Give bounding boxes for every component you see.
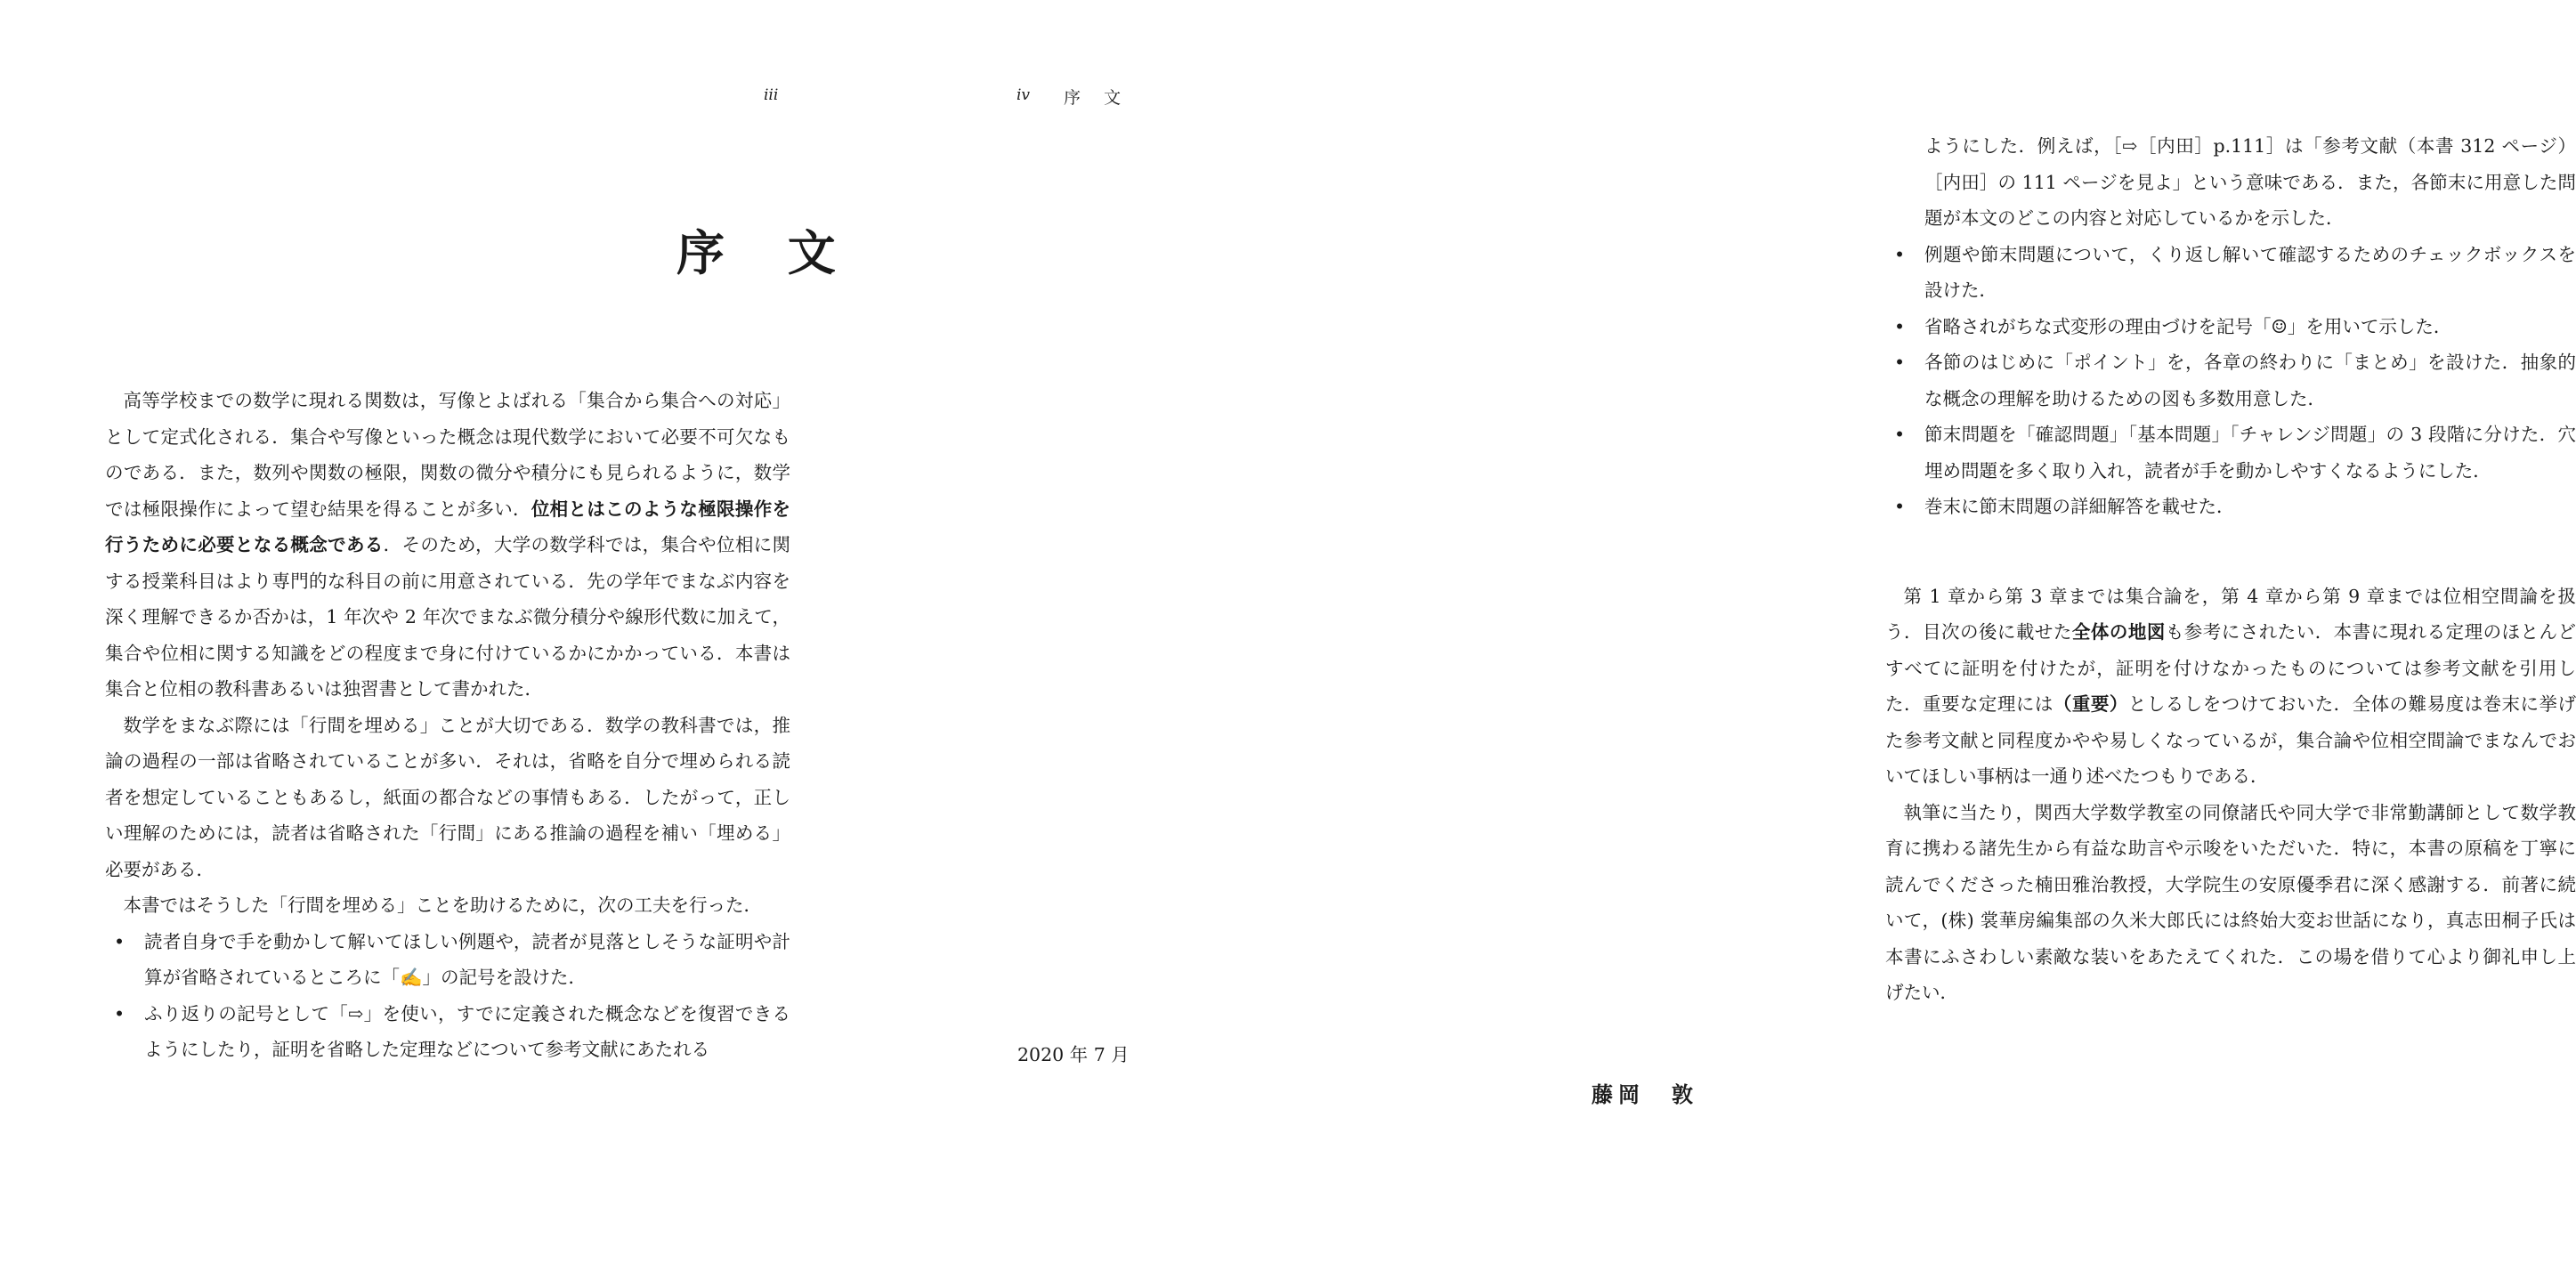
paragraph-gyokan: 数学をまなぶ際には「行間を埋める」ことが大切である．数学の教科書では，推論の過程の一部は省略されていることが多い．それは，省略を自分で埋められる読者を想定していることもあるし，紙面の都合などの事情もある．したがって，正しい理解のためには，読者は省略された「行間」にある推論の過程を補い「埋める」必要がある． <box>105 714 790 880</box>
structure-text-a: 第 1 章から第 3 章までは集合論を，第 4 章から第 9 章までは位相空間論を扱う．目次の後に載せた <box>1885 585 2576 643</box>
date-line: 2020 年 7 月 <box>1017 1044 1130 1065</box>
paragraph-kufu: 本書ではそうした「行間を埋める」ことを助けるために，次の工夫を行った． <box>123 895 762 916</box>
list-item: • 省略されがちな式変形の理由づけを記号「☺」を用いて示した． <box>1885 309 2576 345</box>
list-item: • 各節のはじめに「ポイント」を，各章の終わりに「まとめ」を設けた．抽象的な概念の理解を助けるための図も多数用意した． <box>1885 344 2576 417</box>
page-number: iii <box>764 86 779 104</box>
structure-text-b: も参考にされたい．本書に現れる定理のほとんどすべてに証明を付けたが，証明を付けなかったものについては参考文献を引用した．重要な定理には <box>1885 621 2576 715</box>
left-page <box>0 0 890 1263</box>
list-item: • 巻末に節末問題の詳細解答を載せた． <box>1885 489 2576 525</box>
feature-list-left <box>105 924 790 1068</box>
left-body <box>105 383 790 1068</box>
right-body <box>1885 128 2576 1011</box>
paragraph-acknowledgements: 執筆に当たり，関西大学数学教室の同僚諸氏や同大学で非常勤講師として数学教育に携わる諸先生から有益な助言や示唆をいただいた．特に，本書の原稿を丁寧に読んでくださった楠田雅治教授，大学院生の安原優季君に深く感謝する．前著に続いて，(株) 裳華房編集部の久米大郎氏には終始大変お世話になり，真志田桐子氏は本書にふさわしい素敵な装いをあたえてくれた．この場を借りて心より御礼申し上げたい． <box>1885 801 2576 1003</box>
running-head: 序 文 <box>1064 88 1130 108</box>
intro-text-b: ．そのため，大学の数学科では，集合や位相に関する授業科目はより専門的な科目の前に用意されている．先の学年でまなぶ内容を深く理解できるか否かは，1 年次や 2 年次でまなぶ微分積分や線形代数に加えて，集合や位相に関する知識をどの程度まで身に付けているかにかかっている．本書は集合と位相の教科書あるいは独習書として書かれた． <box>105 534 791 700</box>
intro-text-a: 高等学校までの数学に現れる関数は，写像とよばれる「集合から集合への対応」として定式化される．集合や写像といった概念は現代数学において必要不可欠なものである．また，数列や関数の極限，関数の微分や積分にも見られるように，数学では極限操作によって望む結果を得ることが多い． <box>105 390 790 520</box>
author-name: 藤岡 敦 <box>1592 1081 1698 1107</box>
structure-emphasis-map: 全体の地図 <box>2071 621 2166 643</box>
page-number: iv <box>1017 86 1031 104</box>
list-item: • 例題や節末問題について，くり返し解いて確認するためのチェックボックスを設けた． <box>1885 237 2576 309</box>
intro-emphasis: 位相とはこのような極限操作を行うために必要となる概念である <box>105 498 791 555</box>
list-item-continuation: ようにした．例えば，［⇨［内田］p.111］は「参考文献（本書 312 ページ）［内田］の 111 ページを見よ」という意味である．また，各節末に用意した問題が本文のどこの内容と対応しているかを示した． <box>1924 135 2576 229</box>
list-item: • 節末問題を「確認問題」「基本問題」「チャレンジ問題」の 3 段階に分けた．穴埋め問題を多く取り入れ，読者が手を動かしやすくなるようにした． <box>1885 417 2576 489</box>
feature-list-right <box>1885 237 2576 525</box>
structure-emphasis-important: （重要） <box>2053 693 2128 715</box>
chapter-title: 序 文 <box>676 225 859 281</box>
list-item: • ふり返りの記号として「⇨」を使い，すでに定義された概念などを復習できるようにしたり，証明を省略した定理などについて参考文献にあたれる <box>105 996 790 1068</box>
right-page <box>890 0 2576 1263</box>
paragraph-intro <box>105 383 790 708</box>
structure-text-c: としるしをつけておいた．全体の難易度は巻末に挙げた参考文献と同程度かやや易しくなっているが，集合論や位相空間論でまなんでおいてほしい事柄は一通り述べたつもりである． <box>1885 693 2576 787</box>
list-item: • 読者自身で手を動かして解いてほしい例題や，読者が見落としそうな証明や計算が省略されているところに「✍」の記号を設けた． <box>105 924 790 996</box>
paragraph-structure <box>1885 579 2576 795</box>
